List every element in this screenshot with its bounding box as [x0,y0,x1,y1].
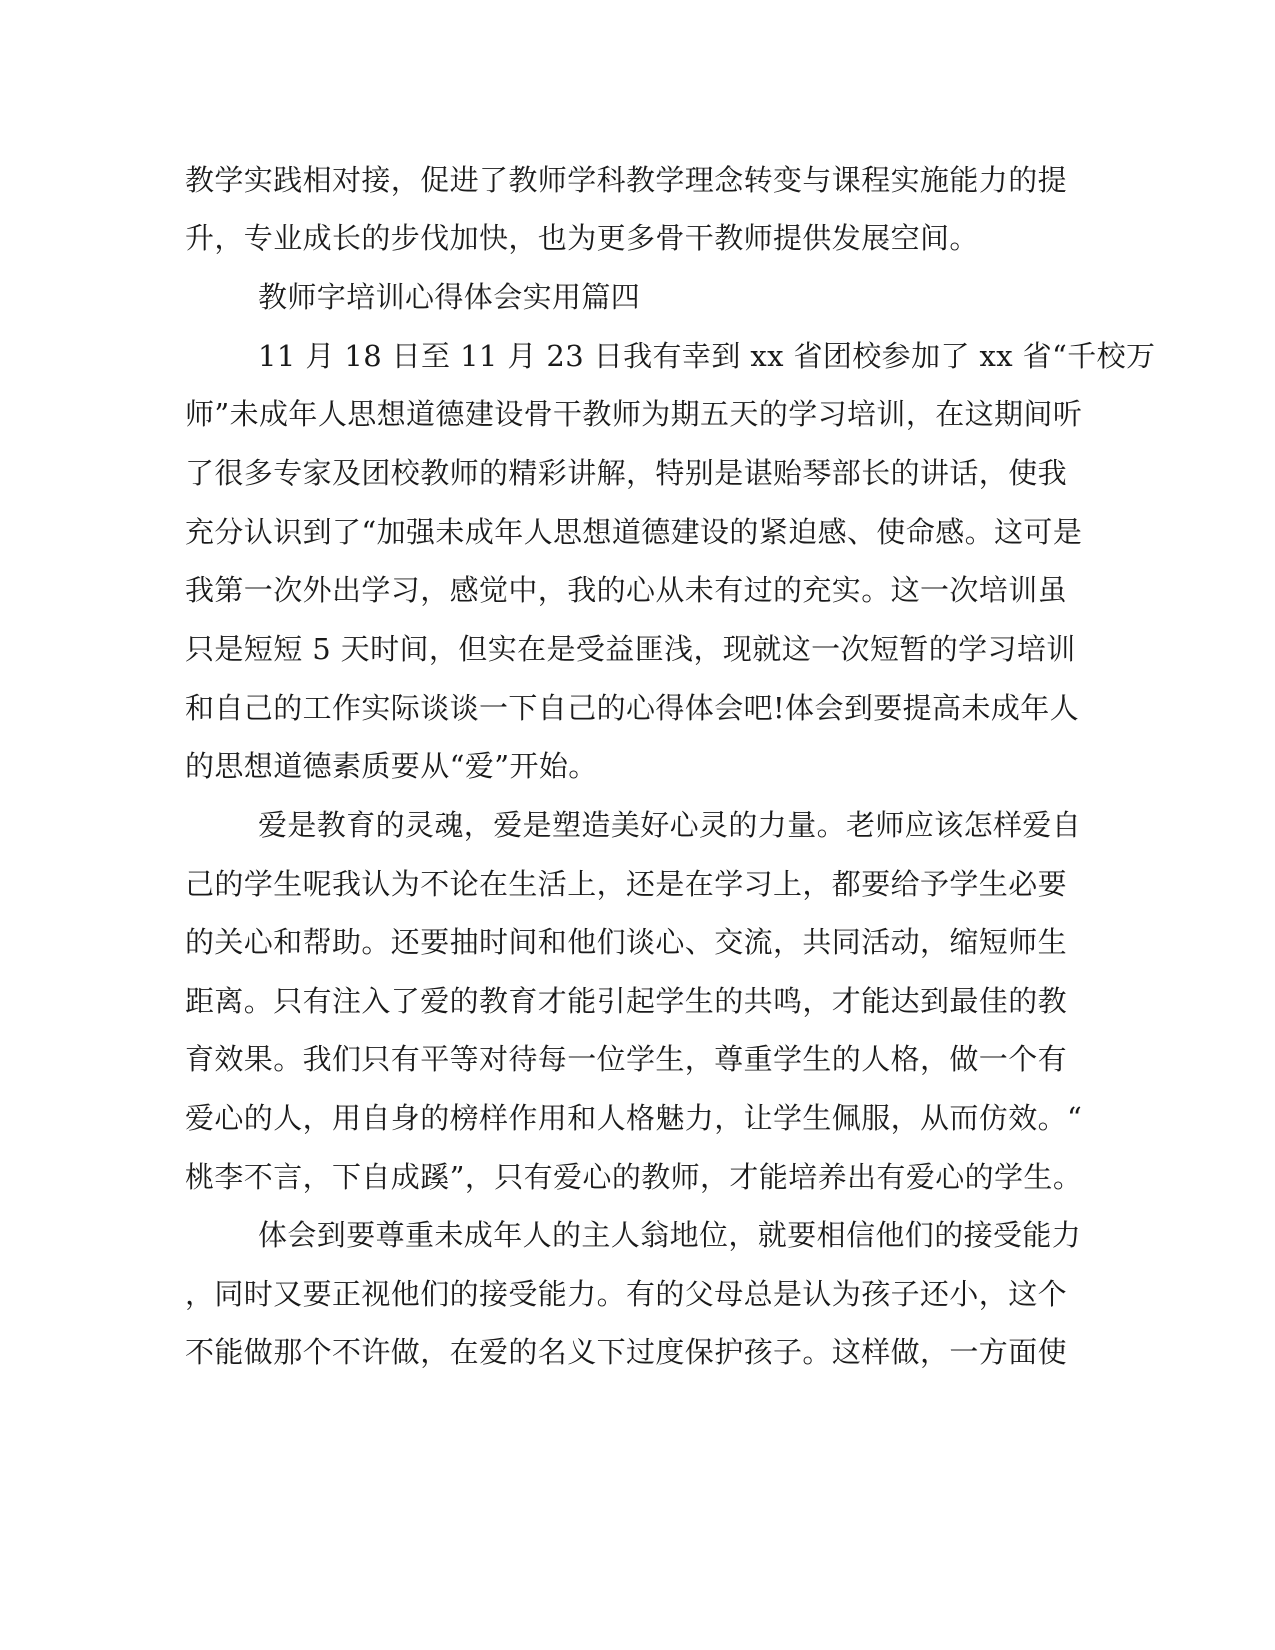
text-line: 己的学生呢我认为不论在生活上，还是在学习上，都要给予学生必要 [185,867,1068,901]
text-line: 育效果。我们只有平等对待每一位学生，尊重学生的人格，做一个有 [185,1042,1068,1076]
text-line: 和自己的工作实际谈谈一下自己的心得体会吧!体会到要提高未成年人 [185,691,1080,725]
text-line: 桃李不言，下自成蹊”，只有爱心的教师，才能培养出有爱心的学生。 [185,1160,1083,1194]
paragraph-start: 体会到要尊重未成年人的主人翁地位，就要相信他们的接受能力 [258,1218,1082,1252]
text-line: 升，专业成长的步伐加快，也为更多骨干教师提供发展空间。 [185,221,979,255]
text-line: 不能做那个不许做，在爱的名义下过度保护孩子。这样做，一方面使 [185,1335,1068,1369]
text-line: 充分认识到了“加强未成年人思想道德建设的紧迫感、使命感。这可是 [185,515,1083,549]
section-heading: 教师字培训心得体会实用篇四 [258,280,641,314]
text-line: 的思想道德素质要从“爱”开始。 [185,749,598,783]
paragraph-start: 爱是教育的灵魂，爱是塑造美好心灵的力量。老师应该怎样爱自 [258,808,1082,842]
text-line: 教学实践相对接，促进了教师学科教学理念转变与课程实施能力的提 [185,163,1068,197]
text-line: ，同时又要正视他们的接受能力。有的父母总是认为孩子还小，这个 [185,1277,1068,1311]
text-line: 只是短短 5 天时间，但实在是受益匪浅，现就这一次短暂的学习培训 [185,632,1076,666]
text-line: 师”未成年人思想道德建设骨干教师为期五天的学习培训，在这期间听 [185,397,1083,431]
text-line: 了很多专家及团校教师的精彩讲解，特别是谌贻琴部长的讲话，使我 [185,456,1068,490]
text-line: 的关心和帮助。还要抽时间和他们谈心、交流，共同活动，缩短师生 [185,925,1068,959]
text-line: 爱心的人，用自身的榜样作用和人格魅力，让学生佩服，从而仿效。“ [185,1101,1083,1135]
text-line: 我第一次外出学习，感觉中，我的心从未有过的充实。这一次培训虽 [185,573,1068,607]
text-line: 距离。只有注入了爱的教育才能引起学生的共鸣，才能达到最佳的教 [185,984,1068,1018]
paragraph-start: 11 月 18 日至 11 月 23 日我有幸到 xx 省团校参加了 xx 省“千校万 [258,339,1156,373]
